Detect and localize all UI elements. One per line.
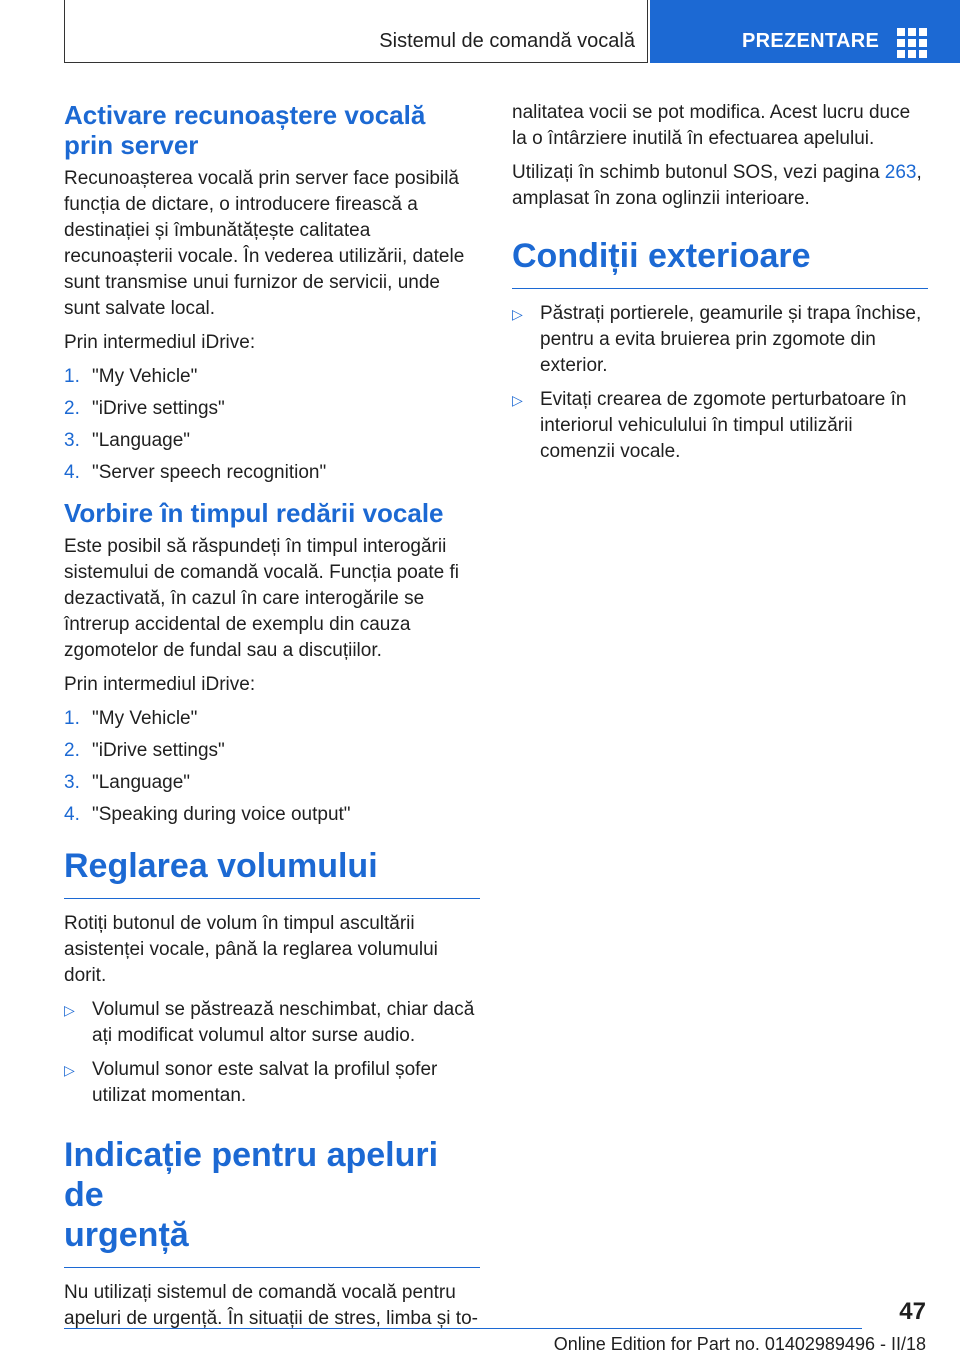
triangle-bullet-icon: ▷ <box>64 1062 75 1078</box>
list-item: 4. "Speaking during voice output" <box>64 804 351 825</box>
grid-icon <box>897 28 927 58</box>
footer-edition: Online Edition for Part no. 01402989496 - II/18 <box>553 1334 926 1354</box>
section-tab-label: PREZENTARE <box>742 30 880 52</box>
list-item: 3. "Language" <box>64 772 191 793</box>
list-item: 1. "My Vehicle" <box>64 366 198 387</box>
list-item: 2. "iDrive settings" <box>64 740 225 761</box>
bullet-list <box>64 997 480 1109</box>
list-item: 2. "iDrive settings" <box>64 398 225 419</box>
paragraph: Este posibil să răspundeți în timpul interogării sistemului de comandă vocală. Funcția poate fi dezactivată, în cazul în care interogările se întrerup accidental de exemplu din cauza zgomotelor de fundal sau a discuțiilor. <box>64 536 459 661</box>
left-column <box>64 100 480 1340</box>
heading-server-recognition: Activare recunoaștere vocală prin server <box>64 100 426 160</box>
paragraph: Rotiți butonul de volum în timpul ascultării asistenței vocale, până la reglarea volumului dorit. <box>64 913 438 986</box>
heading-speaking-during-output: Vorbire în timpul redării vocale <box>64 498 444 528</box>
paragraph: Prin intermediul iDrive: <box>64 332 256 353</box>
footer-divider <box>64 1328 862 1329</box>
list-item: 1. "My Vehicle" <box>64 708 198 729</box>
header-title-box <box>64 0 648 63</box>
paragraph: Nu utilizați sistemul de comandă vocală pentru apeluri de urgență. În situații de stres, limba și to- <box>64 1282 478 1329</box>
steps-list <box>64 706 480 828</box>
paragraph: nalitatea vocii se pot modifica. Acest lucru duce la o întârziere inutilă în efectuarea apelului. <box>512 102 911 149</box>
heading-emergency-calls: Indicație pentru apeluri de urgență <box>64 1135 480 1268</box>
paragraph: Prin intermediul iDrive: <box>64 674 256 695</box>
triangle-bullet-icon: ▷ <box>512 306 523 322</box>
list-item: 3. "Language" <box>64 430 191 451</box>
triangle-bullet-icon: ▷ <box>64 1002 75 1018</box>
page-number: 47 <box>899 1298 926 1325</box>
section-tab[interactable] <box>650 0 960 63</box>
paragraph: Recunoașterea vocală prin server face posibilă funcția de dictare, o introducere firească a destinației și îmbunătățește calitatea recunoașterii vocale. În vederea utilizării, datele sunt transmise unui furnizor de servicii, unde sunt salvate local. <box>64 168 465 319</box>
triangle-bullet-icon: ▷ <box>512 392 523 408</box>
paragraph: Utilizați în schimb butonul SOS, vezi pagina 263, amplasat în zona oglinzii interioare. <box>512 162 922 209</box>
list-item: 4. "Server speech recognition" <box>64 462 327 483</box>
bullet-list <box>512 301 928 465</box>
header-title: Sistemul de comandă vocală <box>379 30 635 52</box>
heading-exterior-conditions: Condiții exterioare <box>512 236 928 289</box>
list-item: ▷ Evitați crearea de zgomote perturbatoare în interiorul vehiculului în timpul utilizării comenzii vocale. <box>512 387 928 465</box>
list-item: ▷ Volumul se păstrează neschimbat, chiar dacă ați modificat volumul altor surse audio. <box>64 997 480 1049</box>
list-item: ▷ Volumul sonor este salvat la profilul șofer utilizat momentan. <box>64 1057 480 1109</box>
right-column <box>512 100 928 475</box>
list-item: ▷ Păstrați portierele, geamurile și trapa închise, pentru a evita bruierea prin zgomote din exterior. <box>512 301 928 379</box>
steps-list <box>64 364 480 486</box>
heading-volume: Reglarea volumului <box>64 846 480 899</box>
page-link[interactable]: 263 <box>884 162 917 183</box>
